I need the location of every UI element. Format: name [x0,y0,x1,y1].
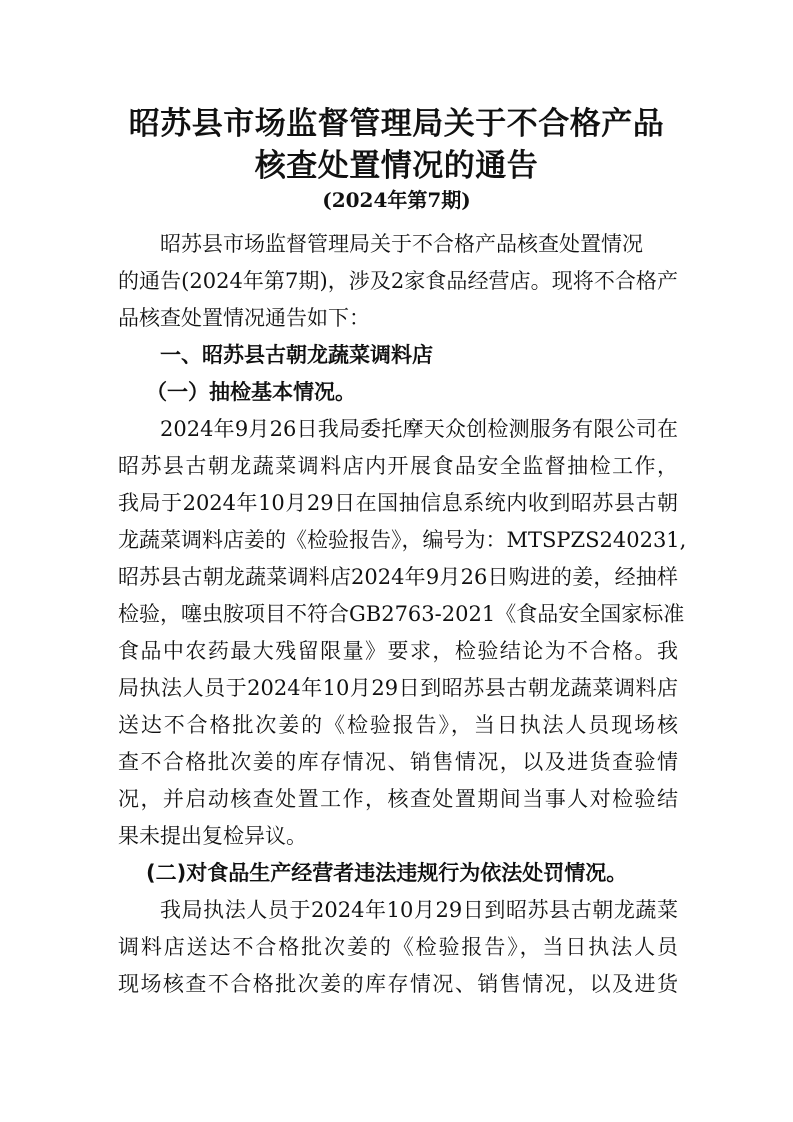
intro-line-3: 品核查处置情况通告如下： [118,306,370,330]
paragraph-line: 查不合格批次姜的库存情况、销售情况，以及进货查验情 [118,750,678,774]
paragraph-line: 局执法人员于2024年10月29日到昭苏县古朝龙蔬菜调料店 [118,676,678,700]
paragraph-line: 送达不合格批次姜的《检验报告》，当日执法人员现场核 [118,713,678,737]
section-heading-1: 一、昭苏县古朝龙蔬菜调料店 [160,343,433,367]
paragraph-line: 现场核查不合格批次姜的库存情况、销售情况，以及进货 [118,972,678,996]
paragraph-line: 昭苏县古朝龙蔬菜调料店内开展食品安全监督抽检工作， [118,454,678,478]
subsection-heading-1: （一）抽检基本情况。 [146,380,356,404]
paragraph-line: 我局执法人员于2024年10月29日到昭苏县古朝龙蔬菜 [160,898,678,922]
intro-line-1: 昭苏县市场监督管理局关于不合格产品核查处置情况 [160,232,643,256]
paragraph-line: 果未提出复检异议。 [118,824,307,848]
paragraph-line: 2024年9月26日我局委托摩天众创检测服务有限公司在 [160,417,678,441]
issue-number: (2024年第7期) [322,188,471,212]
subsection-heading-2: (二)对食品生产经营者违法违规行为依法处罚情况。 [146,861,628,885]
paragraph-line: 我局于2024年10月29日在国抽信息系统内收到昭苏县古朝 [118,491,678,515]
intro-line-2: 的通告(2024年第7期)，涉及2家食品经营店。现将不合格产 [118,269,678,293]
paragraph-line: 昭苏县古朝龙蔬菜调料店2024年9月26日购进的姜，经抽样 [118,565,678,589]
paragraph-line: 调料店送达不合格批次姜的《检验报告》，当日执法人员 [118,935,678,959]
paragraph-line: 龙蔬菜调料店姜的《检验报告》，编号为：MTSPZS240231, [118,528,687,552]
paragraph-line: 检验，噻虫胺项目不符合GB2763-2021《食品安全国家标准 [118,602,685,626]
document-title-line1: 昭苏县市场监督管理局关于不合格产品 [128,106,665,142]
document-title-line2: 核查处置情况的通告 [254,148,539,184]
paragraph-line: 况，并启动核查处置工作，核查处置期间当事人对检验结 [118,787,678,811]
paragraph-line: 食品中农药最大残留限量》要求，检验结论为不合格。我 [118,639,678,663]
